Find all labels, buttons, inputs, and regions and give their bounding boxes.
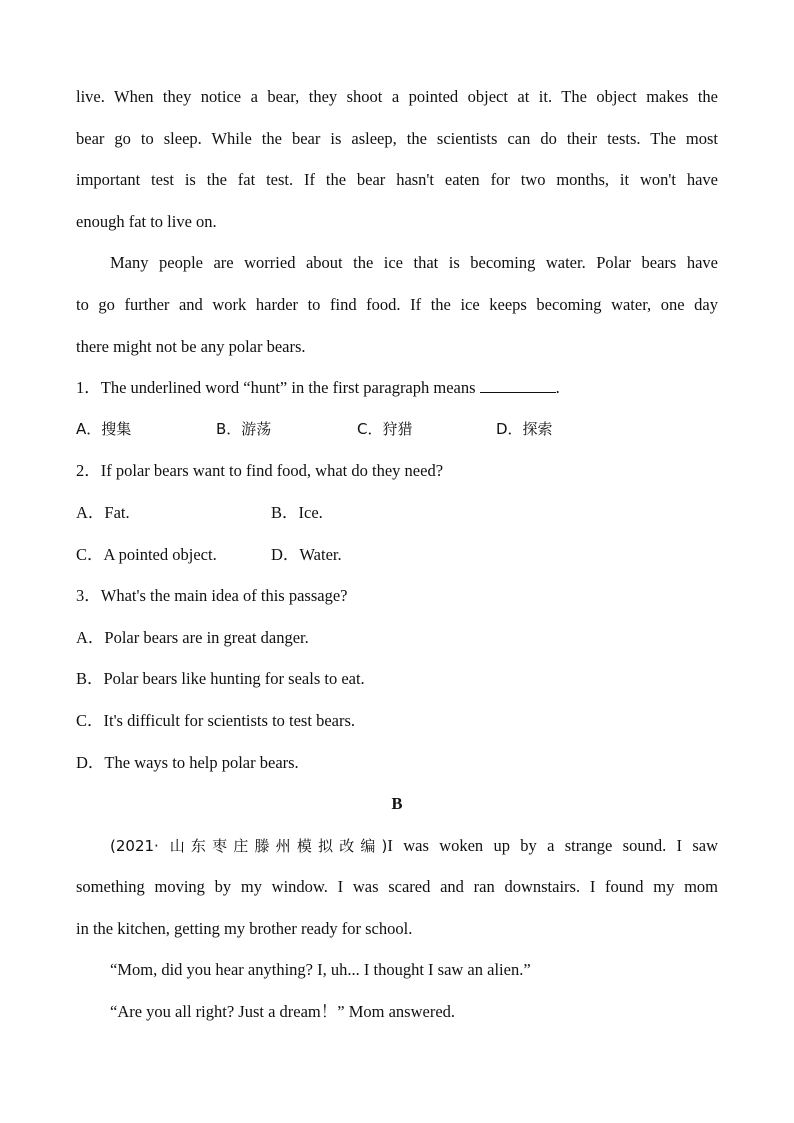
passage-a-line-3: important test is the fat test. If the bear hasn't eaten for two months, it won't have: [76, 170, 718, 190]
q1-option-d: D．探索: [496, 419, 553, 438]
document-page: [76, 76, 718, 1033]
q3-option-d: D．The ways to help polar bears.: [76, 752, 299, 772]
q2-option-c: C．A pointed object.: [76, 544, 217, 564]
question-3-stem: 3．What's the main idea of this passage?: [76, 586, 348, 606]
q3-option-b: B．Polar bears like hunting for seals to eat.: [76, 669, 365, 689]
passage-b-source: (2021· 山东枣庄滕州模拟改编): [110, 836, 388, 855]
question-2-stem: 2．If polar bears want to find food, what do they need?: [76, 461, 444, 481]
passage-a-para2-line-2: to go further and work harder to find food. If the ice keeps becoming water, one day: [76, 294, 718, 314]
q3-option-a: A．Polar bears are in great danger.: [76, 627, 309, 647]
question-2-options-row-2: [76, 534, 718, 576]
q1-option-a: A．搜集: [76, 419, 132, 438]
passage-b-line-3: in the kitchen, getting my brother ready for school.: [76, 918, 413, 938]
passage-a-para2-line-1: Many people are worried about the ice that is becoming water. Polar bears have: [110, 253, 718, 273]
passage-a-line-2: bear go to sleep. While the bear is asleep, the scientists can do their tests. The most: [76, 128, 718, 148]
passage-b-line-2: something moving by my window. I was scared and ran downstairs. I found my mom: [76, 877, 718, 897]
passage-b-first-line: I was woken up by a strange sound. I saw: [387, 835, 718, 855]
question-1-end: .: [555, 378, 560, 398]
question-1: [76, 367, 718, 409]
question-1-options: [76, 409, 718, 451]
q2-option-d: D．Water.: [271, 544, 342, 564]
question-2-options-row-1: [76, 492, 718, 534]
q2-option-a: A．Fat.: [76, 502, 130, 522]
passage-a-para2-line-3: there might not be any polar bears.: [76, 336, 306, 356]
q2-option-b: B．Ice.: [271, 502, 323, 522]
passage-a-line-1: live. When they notice a bear, they shoot a pointed object at it. The object makes the: [76, 87, 718, 106]
answer-blank: [480, 378, 556, 393]
question-1-stem: 1．The underlined word “hunt” in the first paragraph means: [76, 378, 476, 398]
q3-option-c: C．It's difficult for scientists to test bears.: [76, 710, 356, 730]
passage-b-line-1: [76, 825, 718, 867]
dialogue-line-2: “Are you all right? Just a dream！” Mom answered.: [110, 1002, 456, 1022]
section-heading-b: B: [391, 794, 403, 814]
dialogue-line-1: “Mom, did you hear anything? I, uh... I thought I saw an alien.”: [110, 960, 531, 980]
q1-option-b: B．游荡: [216, 419, 272, 438]
passage-a-line-4: enough fat to live on.: [76, 211, 217, 231]
q1-option-c: C．狩猎: [357, 419, 413, 438]
